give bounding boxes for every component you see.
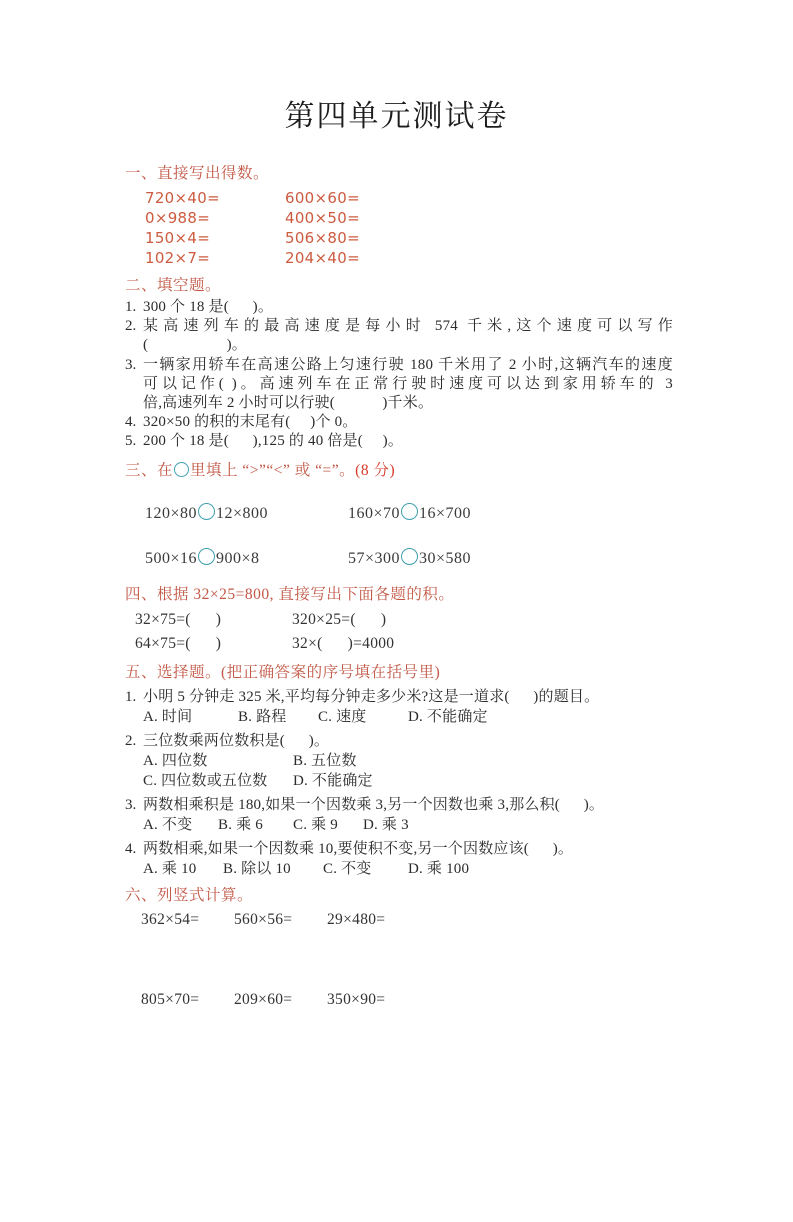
section-6-problems (125, 910, 673, 1010)
item-text: ( )。 (143, 337, 247, 354)
comparison-circle (198, 503, 215, 520)
question-number: 1. (125, 688, 137, 705)
problem-expression: 600×60= (285, 189, 360, 207)
option: B. 乘 6 (218, 816, 263, 833)
fill-item (125, 413, 673, 432)
problem-row (125, 910, 673, 930)
problem-expression: 350×90= (327, 990, 386, 1008)
problem-expression: 32×( )=4000 (292, 634, 395, 652)
section-2-heading: 二、填空题。 (125, 277, 222, 294)
item-number: 3. (125, 356, 137, 373)
section-6-heading: 六、列竖式计算。 (125, 886, 254, 904)
left-expression: 57×300 (348, 549, 401, 567)
options-row (143, 859, 673, 879)
option: C. 四位数或五位数 (143, 772, 268, 789)
item-text: 一辆家用轿车在高速公路上匀速行驶 180 千米用了 2 小时,这辆汽车的速度 (143, 356, 673, 373)
question-stem: 小明 5 分钟走 325 米,平均每分钟走多少米?这是一道求( )的题目。 (143, 688, 600, 705)
option: D. 乘 3 (363, 816, 409, 833)
question-number: 3. (125, 796, 137, 813)
section-4-heading: 四、根据 32×25=800, 直接写出下面各题的积。 (125, 585, 455, 603)
section-1-problems (125, 188, 673, 268)
problem-expression: 560×56= (234, 910, 293, 928)
problem-row (145, 208, 673, 228)
problem-expression: 64×75=( ) (135, 634, 222, 652)
problem-expression: 29×480= (327, 910, 386, 928)
test-paper-page (0, 100, 793, 1222)
problem-expression: 204×40= (285, 249, 360, 267)
right-expression: 900×8 (216, 549, 260, 567)
options-row (143, 815, 673, 835)
problem-row (135, 610, 673, 630)
fill-item (125, 356, 673, 414)
problem-row (135, 634, 673, 654)
option: D. 乘 100 (408, 860, 470, 877)
comparison-problem (145, 503, 348, 524)
choice-question (125, 731, 673, 791)
item-text: 320×50 的积的末尾有( )个 0。 (143, 414, 358, 431)
problem-row (125, 990, 673, 1010)
left-expression: 160×70 (348, 504, 401, 522)
comparison-circle (198, 548, 215, 565)
section-5-heading: 五、选择题。(把正确答案的序号填在括号里) (125, 663, 441, 681)
score-label: (8 分) (355, 461, 396, 479)
section-4-problems (125, 610, 673, 654)
options-row (143, 751, 673, 771)
problem-expression: 0×988= (145, 209, 211, 227)
question-stem: 两数相乘,如果一个因数乘 10,要使积不变,另一个因数应该( )。 (143, 840, 574, 857)
question-stem: 两数相乘积是 180,如果一个因数乘 3,另一个因数也乘 3,那么积( )。 (143, 796, 605, 813)
item-number: 5. (125, 433, 137, 450)
heading-text: 里填上 “>”“<” 或 “=”。 (190, 461, 356, 479)
item-text: 某高速列车的最高速度是每小时 574 千米,这个速度可以写作 (143, 318, 673, 335)
section-3-heading (125, 461, 673, 481)
comparison-circle-icon (174, 462, 189, 477)
comparison-problem (348, 503, 471, 524)
comparison-problem (145, 548, 348, 569)
option: A. 四位数 (143, 752, 208, 769)
options-row (143, 771, 673, 791)
problem-expression: 400×50= (285, 209, 360, 227)
item-text: 300 个 18 是( )。 (143, 299, 274, 315)
problem-row (145, 248, 673, 268)
problem-expression: 320×25=( ) (292, 610, 387, 628)
comparison-row (145, 503, 673, 524)
section-3-problems (125, 503, 673, 569)
comparison-row (145, 548, 673, 569)
item-number: 4. (125, 414, 137, 431)
problem-expression: 506×80= (285, 229, 360, 247)
problem-expression: 209×60= (234, 990, 293, 1008)
option: C. 速度 (318, 708, 367, 725)
left-expression: 500×16 (145, 549, 198, 567)
right-expression: 12×800 (216, 504, 269, 522)
left-expression: 120×80 (145, 504, 198, 522)
section-5-questions (125, 687, 673, 879)
option: A. 不变 (143, 816, 193, 833)
problem-expression: 150×4= (145, 229, 211, 247)
item-text: 200 个 18 是( ),125 的 40 倍是( )。 (143, 433, 404, 450)
problem-row (145, 228, 673, 248)
page-title: 第四单元测试卷 (284, 100, 509, 133)
choice-question (125, 839, 673, 879)
fill-item (125, 298, 673, 317)
right-expression: 16×700 (419, 504, 472, 522)
section-1-heading: 一、直接写出得数。 (125, 165, 270, 182)
fill-item (125, 317, 673, 355)
item-number: 1. (125, 299, 137, 315)
choice-question (125, 795, 673, 835)
option: B. 除以 10 (223, 860, 291, 877)
right-expression: 30×580 (419, 549, 472, 567)
option: C. 不变 (323, 860, 372, 877)
problem-expression: 362×54= (141, 910, 200, 928)
problem-row (145, 188, 673, 208)
option: A. 乘 10 (143, 860, 197, 877)
option: B. 五位数 (293, 752, 357, 769)
comparison-problem (348, 548, 471, 569)
comparison-circle (401, 503, 418, 520)
problem-expression: 102×7= (145, 249, 211, 267)
paper-content (125, 164, 673, 1010)
question-stem: 三位数乘两位数积是( )。 (143, 732, 330, 749)
item-text: 倍,高速列车 2 小时可以行驶( )千米。 (143, 395, 434, 412)
option: D. 不能确定 (293, 772, 373, 789)
item-text: 可以记作( )。高速列车在正常行驶时速度可以达到家用轿车的 3 (143, 375, 673, 392)
question-number: 4. (125, 840, 137, 857)
heading-text: 三、在 (125, 461, 174, 479)
option: D. 不能确定 (408, 708, 488, 725)
options-row (143, 707, 673, 727)
problem-expression: 32×75=( ) (135, 610, 222, 628)
option: B. 路程 (238, 708, 287, 725)
item-number: 2. (125, 318, 137, 335)
option: C. 乘 9 (293, 816, 338, 833)
question-number: 2. (125, 732, 137, 749)
comparison-circle (401, 548, 418, 565)
fill-item (125, 432, 673, 451)
problem-expression: 720×40= (145, 189, 220, 207)
option: A. 时间 (143, 708, 193, 725)
choice-question (125, 687, 673, 727)
problem-expression: 805×70= (141, 990, 200, 1008)
section-2-items (125, 298, 673, 452)
